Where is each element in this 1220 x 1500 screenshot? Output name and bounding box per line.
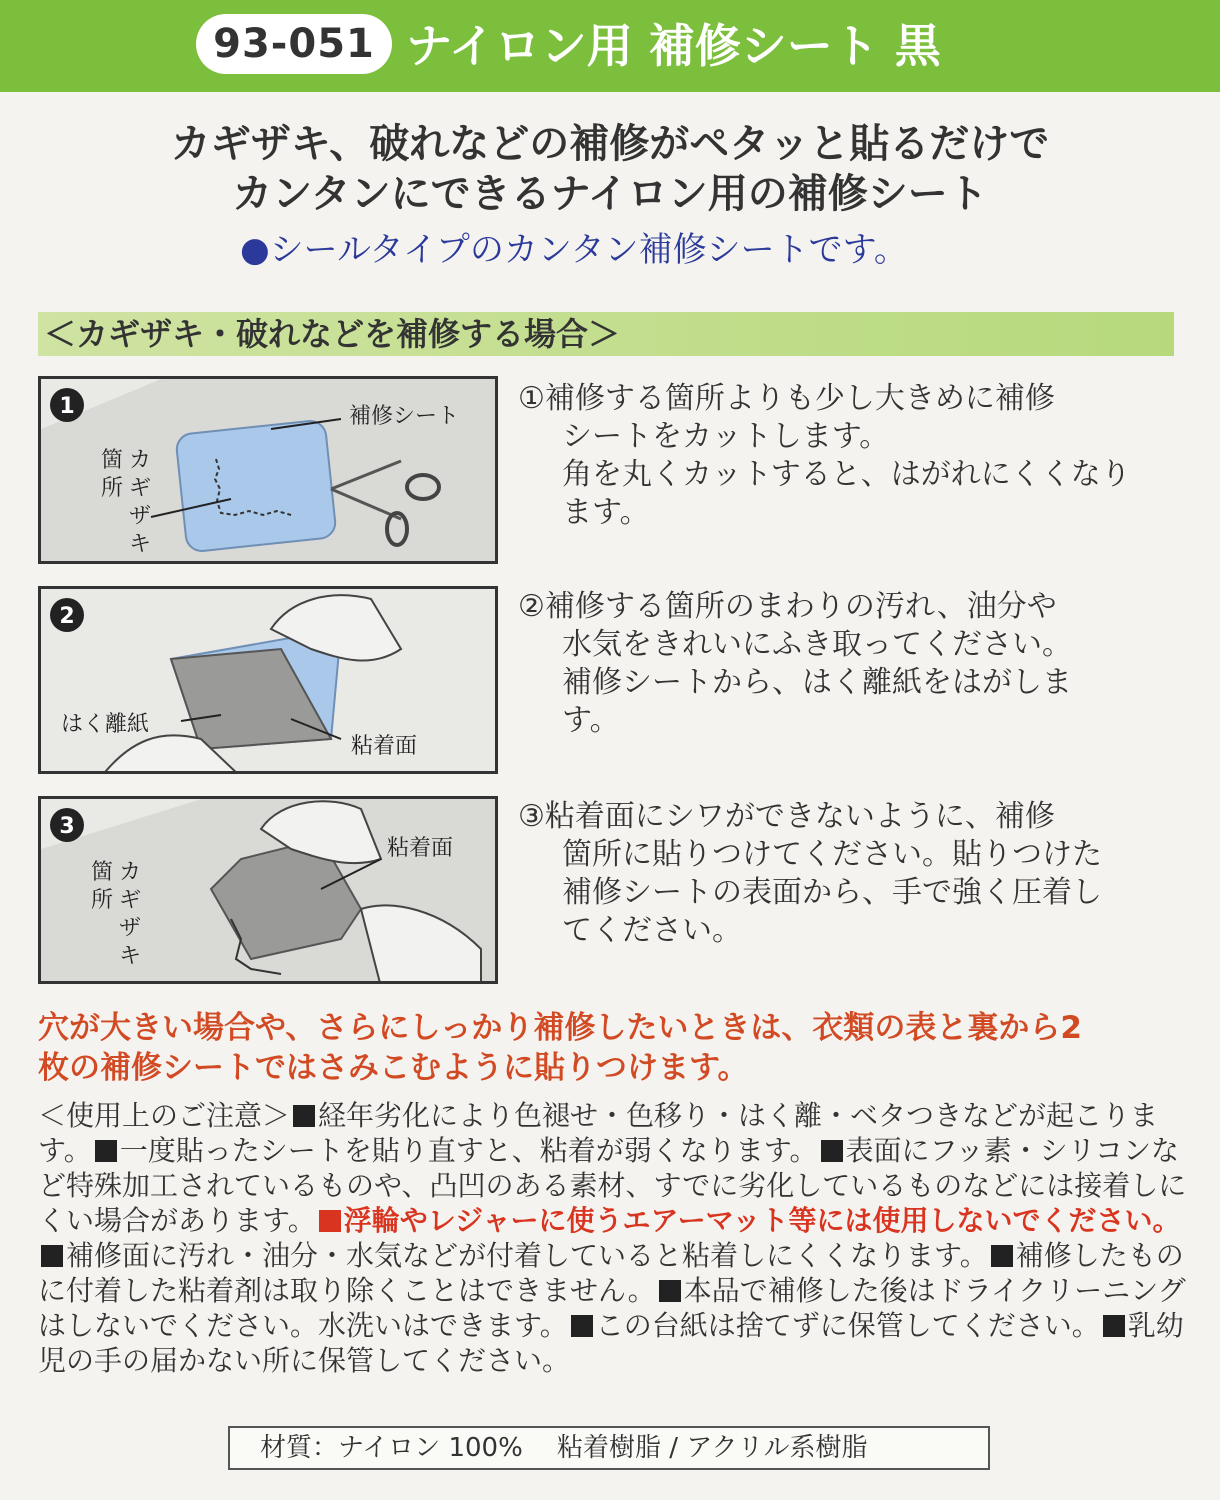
step-3-illustration	[38, 796, 498, 984]
note-6: 補修したものに付着した粘着剤は取り除くことはできません。	[38, 1239, 1184, 1307]
step-3-tear-3: ザ	[119, 916, 142, 941]
step-1-place-2: 所	[101, 476, 124, 501]
step-1-illustration	[38, 376, 498, 564]
usage-notes	[38, 1098, 1188, 1378]
step-2-drawing	[41, 589, 498, 774]
step-1-number: 1	[59, 394, 75, 419]
note-3: 表面にフッ素・シリコンなど特殊加工されているものや、凸凹のある素材、すでに劣化しているものなどには接着しにくい場合があります。	[38, 1134, 1187, 1237]
material-info: 材質：ナイロン 100% 粘着樹脂 / アクリル系樹脂	[228, 1426, 990, 1470]
step-3-line-4: てください。	[562, 913, 742, 948]
step-1-line-1: ①補修する箇所よりも少し大きめに補修	[518, 381, 1055, 416]
step-3-text	[518, 798, 1188, 950]
note-4-warning: 浮輪やレジャーに使うエアーマット等には使用しないでください。	[343, 1204, 1181, 1237]
step-1-drawing	[41, 379, 498, 564]
step-1-line-4: ます。	[562, 495, 650, 530]
square-bullet-icon	[571, 1315, 593, 1337]
step-1-tear-3: ザ	[129, 504, 152, 529]
warning-line-1: 穴が大きい場合や、さらにしっかり補修したいときは、衣類の表と裏から2	[38, 1010, 1082, 1046]
step-2-illustration	[38, 586, 498, 774]
square-bullet-icon	[659, 1280, 681, 1302]
step-3-number: 3	[59, 814, 75, 839]
step-1-tear-2: ギ	[129, 476, 152, 501]
note-5: 補修面に汚れ・油分・水気などが付着していると粘着しにくくなります。	[66, 1239, 988, 1272]
feature-text: シールタイプのカンタン補修シートです。	[269, 230, 908, 270]
step-3-place-1: 箇	[91, 860, 114, 885]
step-2-text	[518, 588, 1188, 740]
step-1-text	[518, 380, 1188, 532]
step-3-tear-1: カ	[119, 860, 142, 885]
product-code-badge: 93-051	[196, 14, 392, 74]
note-7: 本品で補修した後はドライクリーニングはしないでください。水洗いはできます。	[38, 1274, 1186, 1342]
header-bar	[0, 0, 1220, 92]
step-2-paper-label: はく離紙	[61, 712, 150, 737]
bullet-icon: ●	[240, 230, 270, 270]
note-9: 乳幼児の手の届かない所に保管してください。	[38, 1309, 1184, 1377]
square-bullet-icon	[821, 1140, 843, 1162]
step-3-line-3: 補修シートの表面から、手で強く圧着し	[562, 875, 1102, 910]
step-1-place-1: 箇	[101, 448, 124, 473]
square-bullet-icon	[41, 1245, 63, 1267]
step-2-line-3: 補修シートから、はく離紙をはがしま	[562, 665, 1072, 700]
square-bullet-icon	[991, 1245, 1013, 1267]
step-3-adhesive-label: 粘着面	[387, 836, 454, 861]
step-3-tear-2: ギ	[119, 888, 142, 913]
step-1-sheet-label: 補修シート	[349, 404, 460, 429]
square-bullet-icon	[293, 1105, 315, 1127]
headline-line-2: カンタンにできるナイロン用の補修シート	[232, 171, 988, 217]
step-2-line-1: ②補修する箇所のまわりの汚れ、油分や	[518, 589, 1057, 624]
note-8: この台紙は捨てずに保管してください。	[595, 1309, 1100, 1342]
step-2-line-2: 水気をきれいにふき取ってください。	[562, 627, 1072, 662]
step-2-number: 2	[59, 604, 75, 629]
step-3-drawing	[41, 799, 498, 984]
step-3-line-2: 箇所に貼りつけてください。貼りつけた	[562, 837, 1102, 872]
feature-line	[240, 222, 908, 271]
step-1-line-2: シートをカットします。	[562, 419, 890, 454]
section-title: ＜カギザキ・破れなどを補修する場合＞	[38, 312, 1174, 356]
step-3-tear-4: キ	[119, 944, 142, 969]
step-2-line-4: す。	[562, 703, 620, 738]
step-1-tear-4: キ	[129, 532, 152, 557]
product-title: ナイロン用 補修シート 黒	[406, 19, 941, 73]
step-1-tear-1: カ	[129, 448, 152, 473]
note-1: 経年劣化により色褪せ・色移り・はく離・ベタつきなどが起こります。	[38, 1099, 1159, 1167]
step-1-line-3: 角を丸くカットすると、はがれにくくなり	[562, 457, 1131, 492]
step-3-place-2: 所	[91, 888, 114, 913]
red-square-bullet-icon	[319, 1210, 341, 1232]
note-2: 一度貼ったシートを貼り直すと、粘着が弱くなります。	[119, 1134, 818, 1167]
warning-line-2: 枚の補修シートではさみこむように貼りつけます。	[38, 1050, 749, 1086]
notes-heading: ＜使用上のご注意＞	[38, 1099, 291, 1132]
square-bullet-icon	[1103, 1315, 1125, 1337]
square-bullet-icon	[95, 1140, 117, 1162]
headline-line-1: カギザキ、破れなどの補修がペタッと貼るだけで	[170, 121, 1050, 167]
step-3-line-1: ③粘着面にシワができないように、補修	[518, 799, 1055, 834]
warning-text	[38, 1008, 1188, 1088]
step-2-adhesive-label: 粘着面	[351, 734, 418, 759]
